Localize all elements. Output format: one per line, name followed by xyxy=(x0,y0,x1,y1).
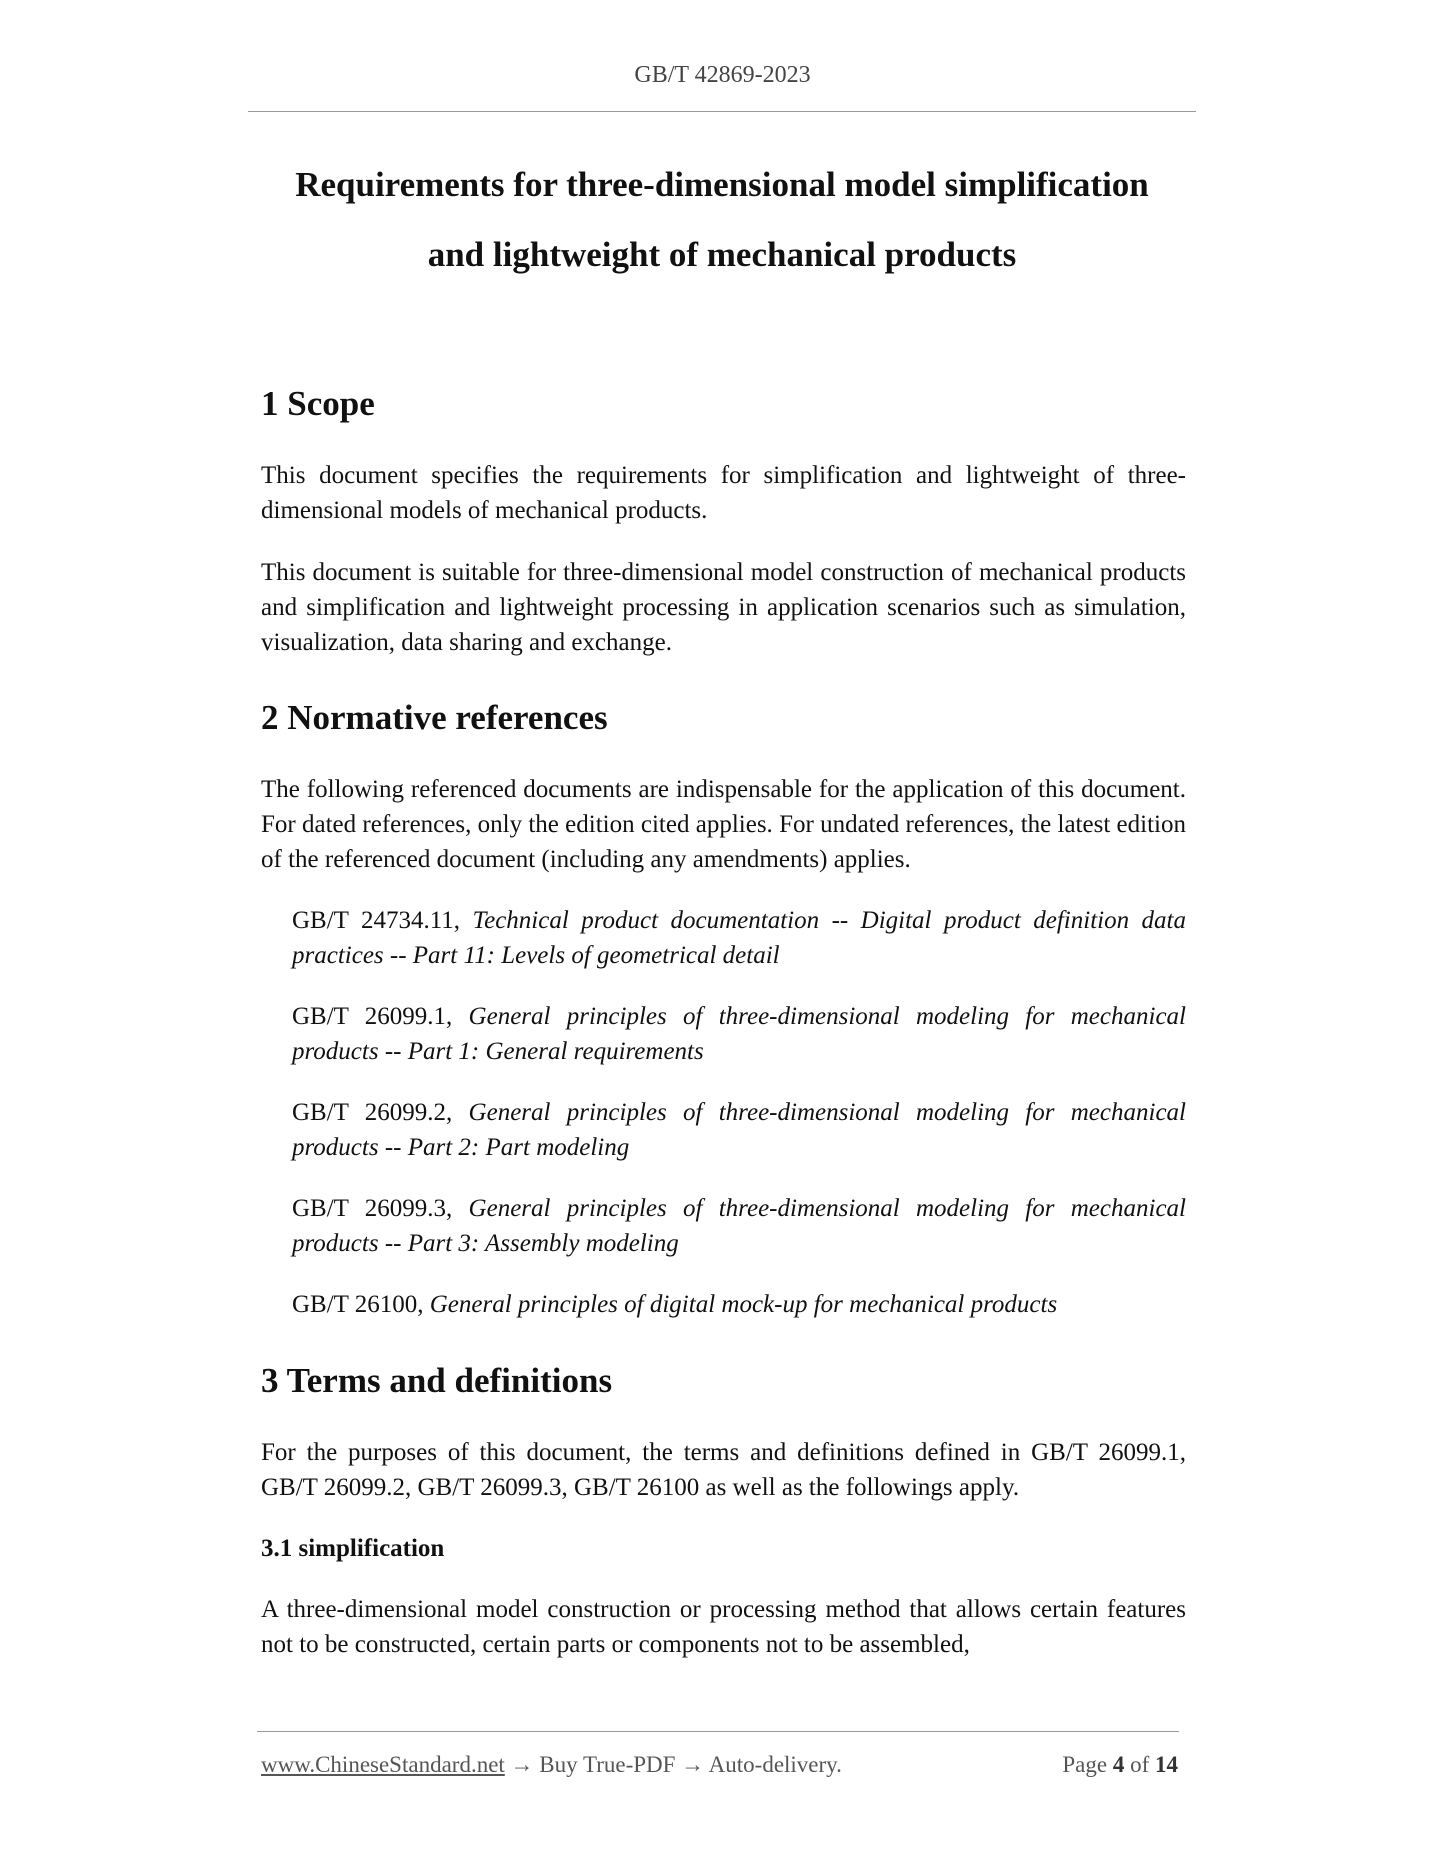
page-label: Page xyxy=(1062,1752,1108,1777)
normative-paragraph: The following referenced documents are indispensable for the application of this document. For dated references, only the edition cited applies. For undated references, the latest edition of the referenced document (including any amendments) applies. xyxy=(261,776,1186,873)
reference-item xyxy=(292,1287,1186,1322)
footer-promo-text: → Buy True-PDF → Auto-delivery. xyxy=(504,1752,842,1777)
page-indicator xyxy=(1062,1750,1178,1780)
reference-code: GB/T 26099.3, xyxy=(292,1195,469,1222)
header-divider xyxy=(248,111,1196,112)
section-heading-terms-definitions: 3 Terms and definitions xyxy=(261,1361,613,1400)
running-header-code: GB/T 42869-2023 xyxy=(634,62,811,88)
reference-item xyxy=(292,903,1186,973)
reference-title: General principles of three-dimensional modeling for mechanical products -- Part 2: Part modeling xyxy=(292,1099,1186,1161)
reference-title: General principles of three-dimensional modeling for mechanical products -- Part 1: General requirements xyxy=(292,1003,1186,1065)
scope-paragraph-2: This document is suitable for three-dimensional model construction of mechanical products and simplification and lightweight processing in application scenarios such as simulation, visualization, data sharing and exchange. xyxy=(261,559,1186,656)
section-heading-scope: 1 Scope xyxy=(261,384,375,423)
reference-item xyxy=(292,999,1186,1069)
reference-item xyxy=(292,1191,1186,1261)
term-heading-simplification: 3.1 simplification xyxy=(261,1535,445,1562)
page-current-number: 4 xyxy=(1112,1752,1125,1777)
reference-code: GB/T 24734.11, xyxy=(292,907,473,934)
page-total-number: 14 xyxy=(1155,1752,1178,1777)
reference-code: GB/T 26099.2, xyxy=(292,1099,469,1126)
scope-paragraph-1: This document specifies the requirements for simplification and lightweight of three-dimensional models of mechanical products. xyxy=(261,462,1186,524)
title-line-1: Requirements for three-dimensional model simplification xyxy=(295,165,1149,204)
document-body xyxy=(261,382,1186,1662)
document-title xyxy=(248,150,1196,290)
website-link[interactable]: www.ChineseStandard.net xyxy=(261,1752,505,1777)
reference-code: GB/T 26100, xyxy=(292,1291,430,1318)
page-footer xyxy=(261,1750,1178,1780)
page-of-label: of xyxy=(1130,1752,1150,1777)
terms-paragraph: For the purposes of this document, the terms and definitions defined in GB/T 26099.1, GB/T 26099.2, GB/T 26099.3, GB/T 26100 as well as the followings apply. xyxy=(261,1439,1186,1501)
reference-title: General principles of digital mock-up for mechanical products xyxy=(429,1291,1058,1318)
reference-title: General principles of three-dimensional modeling for mechanical products -- Part 3: Assembly modeling xyxy=(292,1195,1186,1257)
title-line-2: and lightweight of mechanical products xyxy=(427,235,1017,274)
reference-code: GB/T 26099.1, xyxy=(292,1003,469,1030)
term-definition-simplification: A three-dimensional model construction or processing method that allows certain features not to be constructed, certain parts or components not to be assembled, xyxy=(261,1596,1186,1658)
section-heading-normative-references: 2 Normative references xyxy=(261,698,608,737)
reference-item xyxy=(292,1095,1186,1165)
reference-title: Technical product documentation -- Digital product definition data practices -- Part 11: Levels of geometrical detail xyxy=(292,907,1186,969)
footer-divider xyxy=(257,1731,1179,1732)
